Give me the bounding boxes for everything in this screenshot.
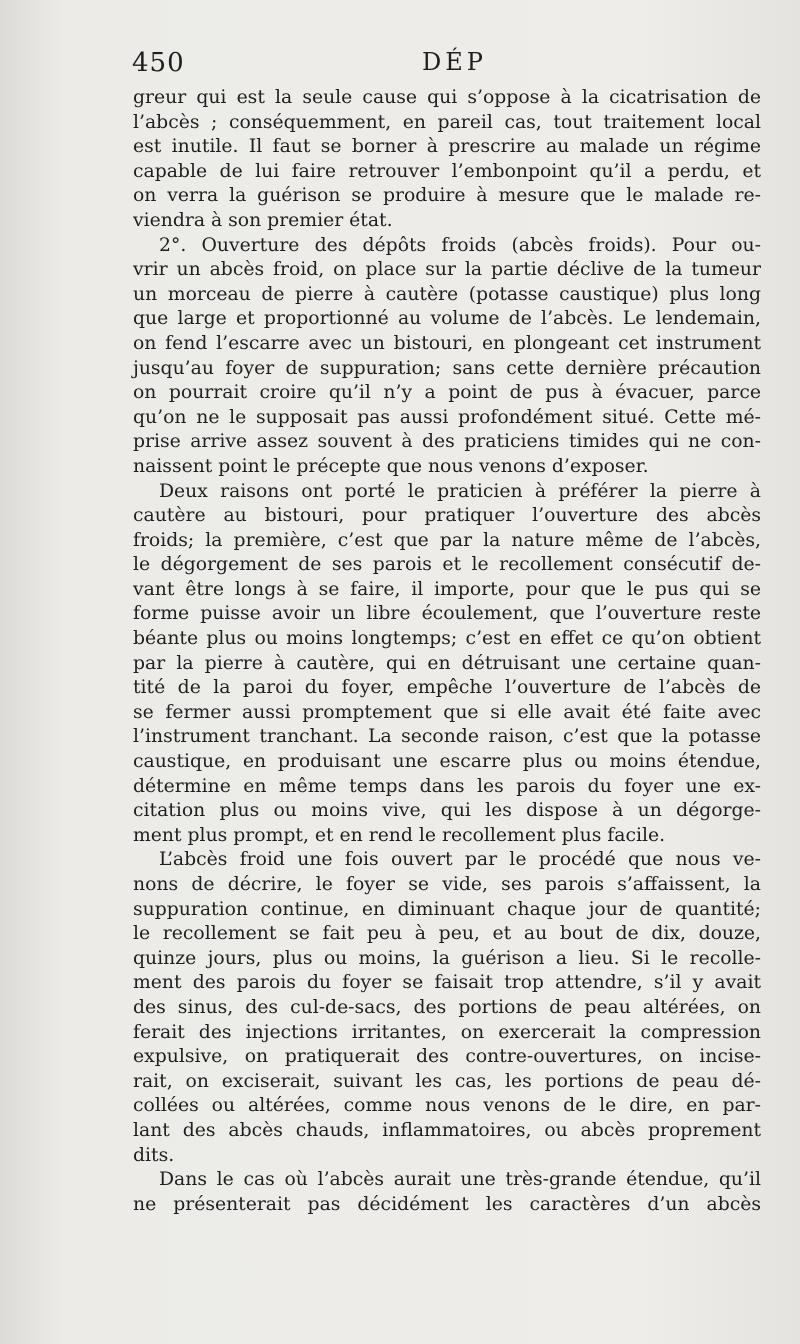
text-line: naissent point le précepte que nous venons d’exposer. [133, 455, 649, 477]
text-line: vant être longs à se faire, il importe, pour que le pus qui se [133, 578, 761, 600]
running-head: DÉP [422, 48, 487, 76]
text-line: capable de lui faire retrouver l’embonpoint qu’il a perdu, et [133, 160, 761, 182]
text-line: 2°. Ouverture des dépôts froids (abcès froids). Pour ou- [159, 234, 761, 256]
text-line: on pourrait croire qu’il n’y a point de pus à évacuer, parce [133, 382, 761, 404]
text-line: tité de la paroi du foyer, empêche l’ouverture de l’abcès de [133, 677, 761, 699]
text-line: nons de décrire, le foyer se vide, ses parois s’affaissent, la [133, 874, 761, 895]
text-line: dits. [133, 1144, 175, 1166]
text-line: ment plus prompt, et en rend le recollement plus facile. [133, 824, 666, 846]
text-line: béante plus ou moins longtemps; c’est en effet ce qu’on obtient [133, 628, 761, 650]
text-line: que large et proportionné au volume de l’abcès. Le lendemain, [133, 308, 761, 330]
text-line: viendra à son premier état. [133, 209, 393, 231]
text-line: on verra la guérison se produire à mesure que le malade re- [133, 185, 761, 207]
text-line: L’abcès froid une fois ouvert par le procédé que nous ve- [159, 849, 761, 871]
text-line: jusqu’au foyer de suppuration; sans cette dernière précaution [133, 357, 761, 379]
text-line: cautère au bistouri, pour pratiquer l’ouverture des abcès [133, 505, 761, 527]
text-line: Dans le cas où l’abcès aurait une très-grande étendue, qu’il [159, 1169, 761, 1191]
text-line: on fend l’escarre avec un bistouri, en plongeant cet instrument [133, 332, 761, 354]
text-line: ferait des injections irritantes, on exercerait la compression [133, 1021, 761, 1043]
text-line: expulsive, on pratiquerait des contre-ouvertures, on incise- [133, 1046, 761, 1068]
text-line: collées ou altérées, comme nous venons de le dire, en par- [133, 1095, 761, 1117]
text-line: greur qui est la seule cause qui s’oppose à la cicatrisation de [133, 87, 761, 108]
text-line: citation plus ou moins vive, qui les dispose à un dégorge- [133, 800, 761, 822]
text-line: le dégorgement de ses parois et le recollement consécutif de- [133, 554, 761, 576]
text-line: l’instrument tranchant. La seconde raison, c’est que la potasse [133, 726, 761, 748]
text-line: l’abcès ; conséquemment, en pareil cas, tout traitement local [133, 111, 761, 133]
text-line: le recollement se fait peu à peu, et au bout de dix, douze, [133, 923, 761, 945]
body-text [133, 86, 761, 1217]
text-line: des sinus, des cul-de-sacs, des portions de peau altérées, on [133, 996, 761, 1018]
text-line: qu’on ne le supposait pas aussi profondément situé. Cette mé- [133, 406, 761, 428]
text-line: un morceau de pierre à cautère (potasse caustique) plus long [133, 283, 761, 305]
text-line: quinze jours, plus ou moins, la guérison a lieu. Si le recolle- [133, 947, 761, 969]
text-line: Deux raisons ont porté le praticien à préférer la pierre à [159, 480, 761, 502]
page-number: 450 [132, 48, 185, 78]
text-line: lant des abcès chauds, inflammatoires, ou abcès proprement [133, 1119, 761, 1141]
text-line: ment des parois du foyer se faisait trop attendre, s’il y avait [133, 972, 761, 994]
text-line: détermine en même temps dans les parois du foyer une ex- [133, 775, 761, 797]
page-header [132, 48, 762, 82]
text-line: caustique, en produisant une escarre plus ou moins étendue, [133, 751, 761, 773]
text-line: ne présenterait pas décidément les caractères d’un abcès [133, 1193, 761, 1215]
text-line: est inutile. Il faut se borner à prescrire au malade un régime [133, 136, 761, 158]
text-line: par la pierre à cautère, qui en détruisant une certaine quan- [133, 652, 761, 674]
text-line: froids; la première, c’est que par la nature même de l’abcès, [133, 529, 761, 551]
text-line: vrir un abcès froid, on place sur la partie déclive de la tumeur [133, 259, 761, 281]
text-line: rait, on exciserait, suivant les cas, les portions de peau dé- [133, 1070, 761, 1092]
text-line: suppuration continue, en diminuant chaque jour de quantité; [133, 898, 761, 920]
text-line: forme puisse avoir un libre écoulement, que l’ouverture reste [133, 603, 761, 625]
text-line: se fermer aussi promptement que si elle avait été faite avec [133, 701, 761, 723]
text-line: prise arrive assez souvent à des praticiens timides qui ne con- [133, 431, 761, 453]
